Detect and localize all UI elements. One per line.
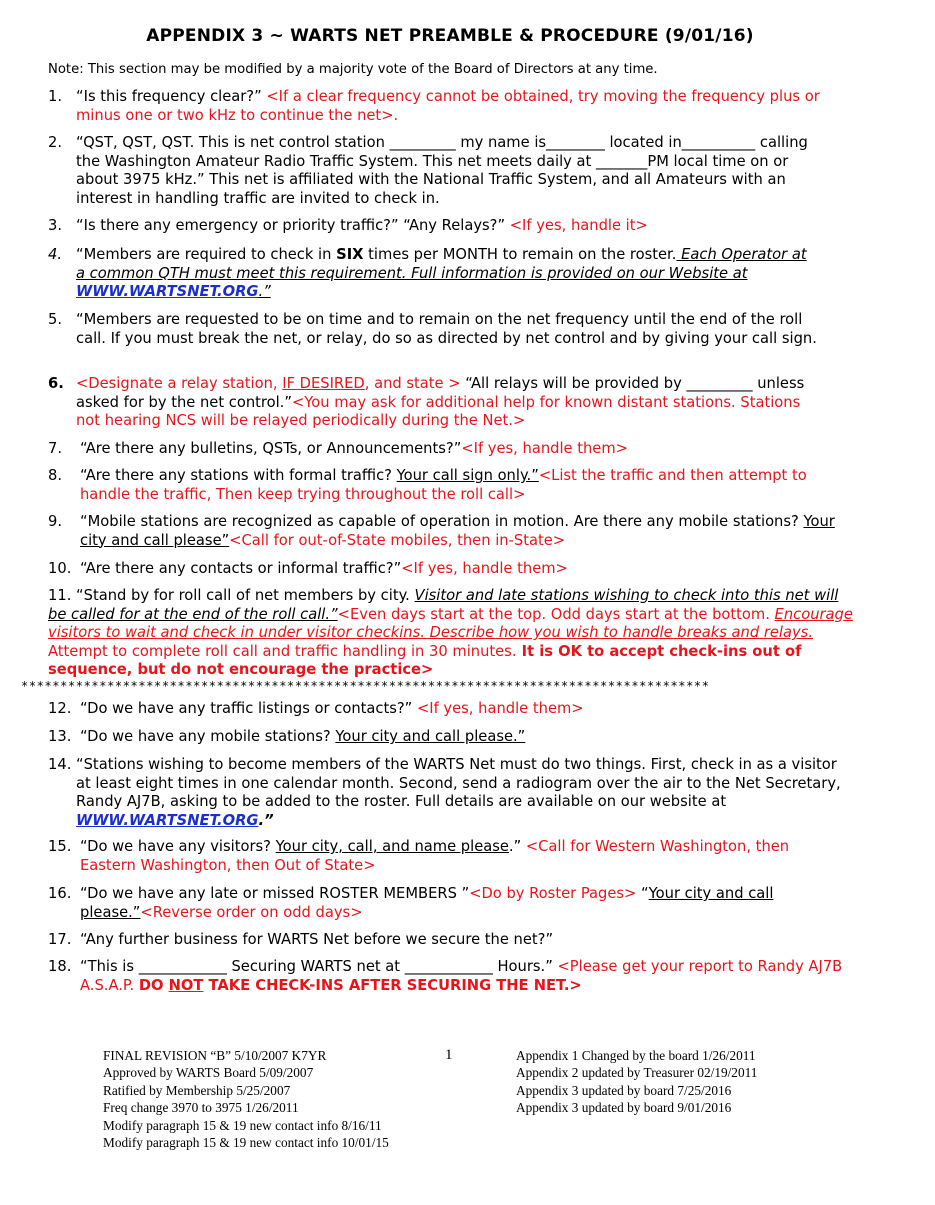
revision-history — [103, 1047, 389, 1151]
item-instruction: DO — [138, 976, 169, 994]
item-text: .” — [258, 811, 274, 829]
item-text: “Stand by for roll call of net members by city. — [76, 587, 415, 604]
item-instruction: <You may ask for additional help for known distant stations. Stations not hearing NCS will be relayed periodically during the Net.> — [76, 393, 801, 429]
procedure-item-3 — [48, 217, 848, 236]
item-requirement: Each Operator at a common QTH must meet this requirement. Full information is provided on our Website at — [76, 246, 807, 282]
item-number: 4. — [48, 246, 63, 263]
item-text: “Is there any emergency or priority traffic?” “Any Relays?” — [76, 217, 510, 234]
item-number: 3. — [48, 217, 63, 234]
procedure-item-9 — [48, 513, 843, 550]
procedure-item-7 — [48, 440, 848, 459]
item-number: 10. — [48, 560, 72, 577]
item-text: “Any further business for WARTS Net before we secure the net?” — [80, 931, 554, 948]
item-number: 17. — [48, 931, 72, 948]
item-response: Your city and call please.” — [80, 885, 774, 921]
procedure-item-8 — [48, 467, 843, 504]
item-instruction: <If yes, handle them> — [461, 440, 628, 457]
item-text: .” — [508, 838, 526, 855]
revision-line: Modify paragraph 15 & 19 new contact info 8/16/11 — [103, 1117, 382, 1133]
procedure-item-13 — [48, 728, 848, 747]
item-instruction: TAKE CHECK-INS AFTER SECURING THE NET.> — [203, 976, 582, 994]
item-text: “Mobile stations are recognized as capable of operation in motion. Are there any mobile stations? — [80, 513, 804, 530]
item-text: “Are there any contacts or informal traffic?” — [80, 560, 402, 577]
item-instruction: NOT — [168, 976, 204, 994]
appendix-line: Appendix 3 updated by board 7/25/2016 — [516, 1082, 732, 1098]
procedure-item-11 — [48, 587, 853, 680]
item-text: “ — [636, 885, 649, 902]
appendix-history — [516, 1047, 757, 1117]
note-text: Note: This section may be modified by a majority vote of the Board of Directors at any time. — [48, 62, 658, 77]
item-text: “Do we have any mobile stations? — [80, 728, 336, 745]
item-text: “Do we have any visitors? — [80, 838, 276, 855]
website-link[interactable]: WWW.WARTSNET.ORG — [76, 283, 259, 300]
procedure-item-2 — [48, 134, 808, 208]
item-text: “Members are requested to be on time and to remain on the net frequency until the end of the roll call. If you must break the net, or relay, do so as directed by net control and by giving your call sign. — [76, 311, 817, 347]
item-text: “This is ____________ Securing WARTS net at ____________ Hours.” — [80, 958, 558, 975]
item-emphasis: SIX — [336, 246, 364, 263]
item-instruction: <Call for out-of-State mobiles, then in-State> — [229, 531, 566, 549]
procedure-item-17 — [48, 931, 848, 950]
item-text: “Members are required to check in — [76, 246, 337, 263]
revision-line: FINAL REVISION “B” 5/10/2007 K7YR — [103, 1048, 327, 1063]
divider-stars: **************************************************************************************** — [21, 679, 710, 693]
item-text: “All relays will be provided by _________ unless asked for by the net control.” — [76, 375, 805, 411]
item-number: 2. — [48, 134, 63, 151]
item-response: Your city and call please” — [80, 513, 835, 549]
item-text: “Is this frequency clear?” — [76, 88, 267, 105]
item-instruction: It is OK to accept check-ins out of sequence, but do not encourage the practice> — [48, 642, 802, 678]
revision-line: Freq change 3970 to 3975 1/26/2011 — [103, 1100, 299, 1116]
item-instruction: <Do by Roster Pages> — [469, 885, 637, 902]
item-text: “Are there any stations with formal traffic? — [80, 467, 397, 484]
procedure-item-6 — [48, 375, 808, 431]
item-text: times per MONTH to remain on the roster. — [363, 246, 677, 263]
item-instruction: <If yes, handle it> — [509, 217, 648, 234]
item-response: Your city, call, and name please — [275, 838, 509, 855]
item-instruction: Encourage visitors to wait and check in under visitor checkins. Describe how you wish to handle breaks and relays. — [48, 605, 853, 641]
item-text: “Do we have any traffic listings or contacts?” — [80, 700, 417, 717]
item-number: 14. — [48, 756, 72, 773]
item-text: .” — [258, 283, 271, 300]
revision-line: Modify paragraph 15 & 19 new contact info 10/01/15 — [103, 1135, 389, 1151]
item-instruction: <List the traffic and then attempt to handle the traffic, Then keep trying throughout the roll call> — [80, 467, 807, 503]
item-response: Visitor and late stations wishing to check into this net will be called for at the end of the roll call.” — [48, 587, 839, 623]
page-title: APPENDIX 3 ~ WARTS NET PREAMBLE & PROCEDURE (9/01/16) — [146, 26, 754, 46]
revision-line: Ratified by Membership 5/25/2007 — [103, 1082, 291, 1098]
appendix-line: Appendix 2 updated by Treasurer 02/19/2011 — [516, 1065, 758, 1081]
item-number: 15. — [48, 838, 72, 855]
page-number: 1 — [445, 1047, 453, 1063]
procedure-item-5 — [48, 311, 818, 348]
appendix-line: Appendix 1 Changed by the board 1/26/2011 — [516, 1048, 756, 1063]
item-instruction: , and state > — [364, 375, 466, 392]
item-text: “Stations wishing to become members of the WARTS Net must do two things. First, check in as a visitor at least eight times in one calendar month. Second, send a radiogram over the air to the Net Secretary, Randy AJ7B, asking to be added to the roster. Full details are available on our website at — [76, 756, 841, 810]
item-number: 7. — [48, 440, 63, 457]
item-instruction: <If yes, handle them> — [416, 700, 584, 717]
website-link[interactable]: WWW.WARTSNET.ORG — [76, 811, 259, 829]
item-instruction: <If a clear frequency cannot be obtained, try moving the frequency plus or minus one or two kHz to continue the net>. — [76, 88, 820, 124]
procedure-item-15 — [48, 838, 843, 875]
item-number: 11. — [48, 587, 72, 604]
item-instruction: Attempt to complete roll call and traffic handling in 30 minutes. — [48, 642, 517, 660]
procedure-item-16 — [48, 885, 818, 922]
procedure-item-4 — [48, 246, 808, 302]
item-number: 18. — [48, 958, 72, 975]
item-instruction: <Even days start at the top. Odd days start at the bottom. — [337, 605, 775, 623]
procedure-item-12 — [48, 700, 848, 719]
revision-line: Approved by WARTS Board 5/09/2007 — [103, 1065, 314, 1081]
item-response: Your call sign only.” — [396, 467, 539, 484]
item-instruction: IF DESIRED — [282, 375, 365, 392]
item-number: 12. — [48, 700, 72, 717]
item-number: 6. — [48, 375, 64, 392]
item-number: 16. — [48, 885, 72, 902]
item-text: “QST, QST, QST. This is net control station _________ my name is________ located in__________ calling the Washington Amateur Radio Traffic System. This net meets daily at _______PM local time on or about 3975 kHz.” This net is affiliated with the National Traffic System, and all Amateurs with an interest in handling traffic are invited to check in. — [76, 134, 808, 207]
procedure-item-10 — [48, 560, 848, 579]
item-instruction: <Designate a relay station, — [76, 375, 283, 392]
item-text: “Do we have any late or missed ROSTER MEMBERS ” — [80, 885, 470, 902]
item-instruction: <If yes, handle them> — [401, 560, 568, 577]
item-text: “Are there any bulletins, QSTs, or Announcements?” — [80, 440, 462, 457]
item-number: 5. — [48, 311, 63, 328]
item-number: 8. — [48, 467, 63, 484]
item-instruction: <Reverse order on odd days> — [140, 903, 363, 921]
procedure-item-14 — [48, 756, 853, 830]
appendix-line: Appendix 3 updated by board 9/01/2016 — [516, 1100, 732, 1116]
item-number: 13. — [48, 728, 72, 745]
item-instruction: <Call for Western Washington, then Eastern Washington, then Out of State> — [80, 838, 790, 874]
procedure-item-1 — [48, 88, 848, 125]
item-number: 9. — [48, 513, 63, 530]
item-response: Your city and call please.” — [335, 728, 526, 745]
item-instruction: <Please get your report to Randy AJ7B A.S.A.P. — [80, 958, 843, 994]
procedure-item-18 — [48, 958, 843, 995]
item-number: 1. — [48, 88, 63, 105]
